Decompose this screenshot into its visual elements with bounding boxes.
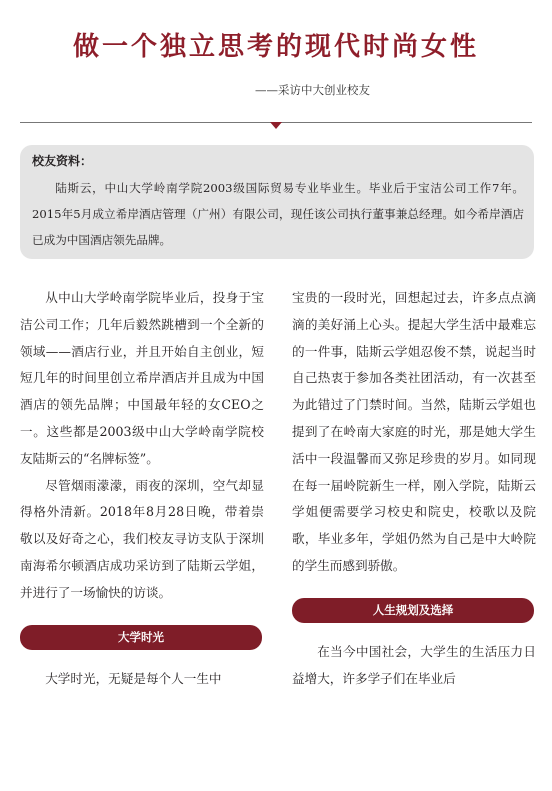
alumni-profile-box (20, 145, 534, 259)
right-column (292, 285, 536, 692)
article-title: 做一个独立思考的现代时尚女性 (72, 32, 479, 62)
profile-text: 陆斯云，中山大学岭南学院2003级国际贸易专业毕业生。毕业后于宝洁公司工作7年。2015年5月成立希岸酒店管理（广州）有限公司，现任该公司执行董事兼总经理。如今希岸酒店已成为中国酒店领先品牌。 (32, 181, 524, 247)
profile-label: 校友资料： (32, 154, 93, 168)
body-paragraph: 从中山大学岭南学院毕业后，投身于宝洁公司工作；几年后毅然跳槽到一个全新的领域——酒店行业，并且开始自主创业，短短几年的时间里创立希岸酒店并且成为中国酒店的领先品牌；中国最年轻的女CEO之一。这些都是2003级中山大学岭南学院校友陆斯云的“名牌标签”。 (20, 290, 264, 466)
body-paragraph: 宝贵的一段时光，回想起过去，许多点点滴滴的美好涌上心头。提起大学生活中最难忘的一件事，陆斯云学姐忍俊不禁，说起当时自己热衷于参加各类社团活动，有一次甚至为此错过了门禁时间。当然，陆斯云学姐也提到了在岭南大家庭的时光，那是她大学生活中一段温馨而又弥足珍贵的岁月。如同现在每一届岭院新生一样，刚入学院，陆斯云学姐便需要学习校史和院史，校歌以及院歌，毕业多年，学姐仍然为自己是中大岭院的学生而感到骄傲。 (292, 290, 536, 573)
article-subtitle: ——采访中大创业校友 (255, 83, 370, 97)
body-paragraph: 尽管烟雨濛濛，雨夜的深圳，空气却显得格外清新。2018年8月28日晚，带着崇敬以及好奇之心，我们校友寻访支队于深圳南海希尔顿酒店成功采访到了陆斯云学姐，并进行了一场愉快的访谈。 (20, 477, 264, 600)
section-heading-university: 大学时光 (20, 625, 262, 650)
divider-triangle-icon (270, 122, 282, 129)
body-paragraph: 大学时光，无疑是每个人一生中 (45, 670, 222, 686)
section-heading-life-planning: 人生规划及选择 (292, 598, 534, 623)
body-paragraph: 在当今中国社会，大学生的生活压力日益增大，许多学子们在毕业后 (292, 643, 536, 686)
left-column (20, 285, 264, 692)
